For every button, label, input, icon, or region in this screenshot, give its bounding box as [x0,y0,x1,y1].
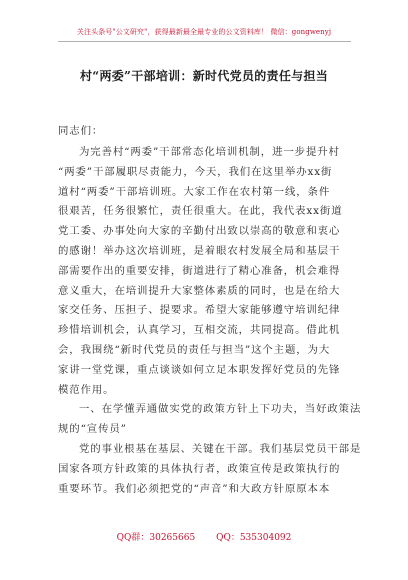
body-line: 意义重大，在培训提升大家整体素质的同时，也是在给大 [58,284,341,297]
body-line: 部需要作出的重要安排，街道进行了精心准备，机会难得 [58,264,341,277]
section-heading-line: 规的“宣传员” [58,423,127,436]
salutation: 同志们： [58,125,104,137]
qq-group-number: QQ群：30265665 [116,533,196,543]
body-line: 党的事业根基在基层、关键在干部。我们基层党员干部是 [79,442,362,455]
document-title: 村“两委”干部培训：新时代党员的责任与担当 [79,69,329,83]
body-line: 家交任务、压担子、提要求。希望大家能够遵守培训纪律 [58,304,341,317]
header-banner: 关注头条号"公文研究"，获得最新最全最专业的公文资料库！ 微信：gongwenyj [76,28,332,36]
body-line: 国家各项方针政策的具体执行者，政策宣传是政策执行的 [58,462,341,475]
body-line: 的感谢！举办这次培训班，是着眼农村发展全局和基层干 [58,244,341,257]
document-body [58,143,362,499]
body-line: 重要环节。我们必须把党的“声音”和大政方针原原本本 [58,482,331,495]
body-line: “两委”干部履职尽责能力，今天，我们在这里举办xx街 [58,165,333,178]
section-heading-line: 一、在学懂弄通做实党的政策方针上下功夫，当好政策法 [79,403,362,416]
body-line: 很艰苦，任务很繁忙，责任很重大。在此，我代表xx街道 [58,205,343,218]
body-line: 家讲一堂党课，重点谈谈如何立足本职发挥好党员的先锋 [58,363,341,376]
body-line: 党工委、办事处向大家的辛勤付出致以崇高的敬意和衷心 [58,225,341,238]
body-line: 会，我围绕“新时代党员的责任与担当”这个主题，为大 [58,343,331,356]
footer-contacts [0,532,408,544]
qq-number: QQ：535304092 [216,533,292,543]
body-line: 模范作用。 [58,383,115,396]
body-line: 道村“两委”干部培训班。大家工作在农村第一线，条件 [58,185,331,198]
body-line: 为完善村“两委”干部常态化培训机制，进一步提升村 [79,146,340,158]
body-line: 珍惜培训机会，认真学习，互相交流，共同提高。借此机 [58,324,341,337]
header-divider [58,41,351,42]
